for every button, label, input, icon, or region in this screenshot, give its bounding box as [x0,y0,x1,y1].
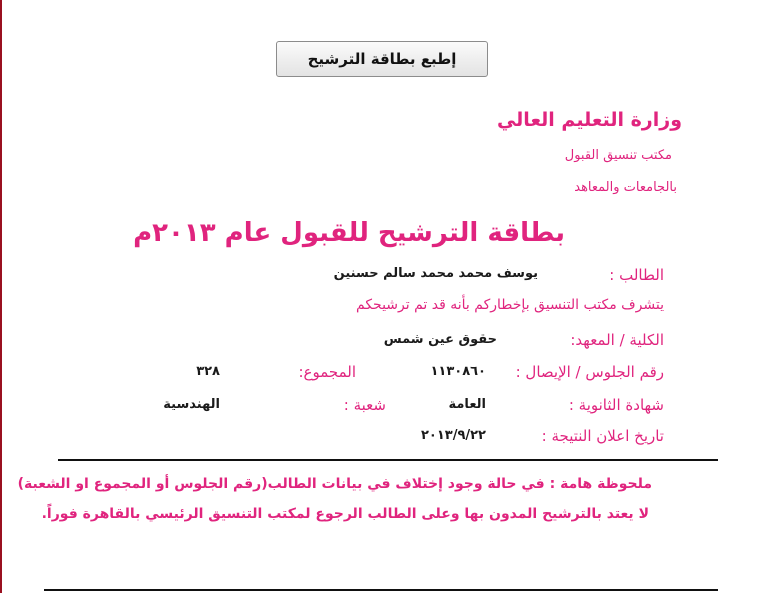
faculty-value: حقوق عين شمس [383,332,497,347]
branch-value: الهندسية [163,397,220,412]
result-date-value: ٢٠١٣/٩/٢٢ [420,428,486,443]
seat-number-label: رقم الجلوس / الإيصال : [515,363,664,381]
student-label: الطالب : [609,266,664,284]
print-card-button[interactable]: إطبع بطاقة الترشيح [276,41,488,77]
total-value: ٣٢٨ [196,364,220,379]
card-title: بطاقة الترشيح للقبول عام ٢٠١٣م [133,218,565,248]
certificate-label: شهادة الثانوية : [568,396,664,414]
left-border [0,0,2,593]
office-line-1: مكتب تنسيق القبول [564,148,672,163]
total-label: المجموع: [298,363,356,381]
branch-label: شعبة : [343,396,386,414]
nomination-notice: يتشرف مكتب التنسيق بإخطاركم بأنه قد تم ترشيحكم [356,297,664,313]
ministry-title: وزارة التعليم العالي [496,109,682,131]
office-line-2: بالجامعات والمعاهد [574,180,677,195]
faculty-label: الكلية / المعهد: [570,331,664,349]
important-note-line1: ملحوظة هامة : في حالة وجود إختلاف في بيانات الطالب(رقم الجلوس أو المجموع او الشعبة) [17,476,652,492]
seat-number-value: ١١٣٠٨٦٠ [430,364,486,379]
student-name: يوسف محمد محمد سالم حسنين [333,266,538,281]
divider-top [58,459,718,461]
important-note-line2: لا يعتد بالترشيح المدون بها وعلى الطالب الرجوع لمكتب التنسيق الرئيسي بالقاهرة فوراً. [41,506,649,522]
divider-bottom [44,589,718,591]
certificate-value: العامة [448,397,486,412]
result-date-label: تاريخ اعلان النتيجة : [541,427,664,445]
